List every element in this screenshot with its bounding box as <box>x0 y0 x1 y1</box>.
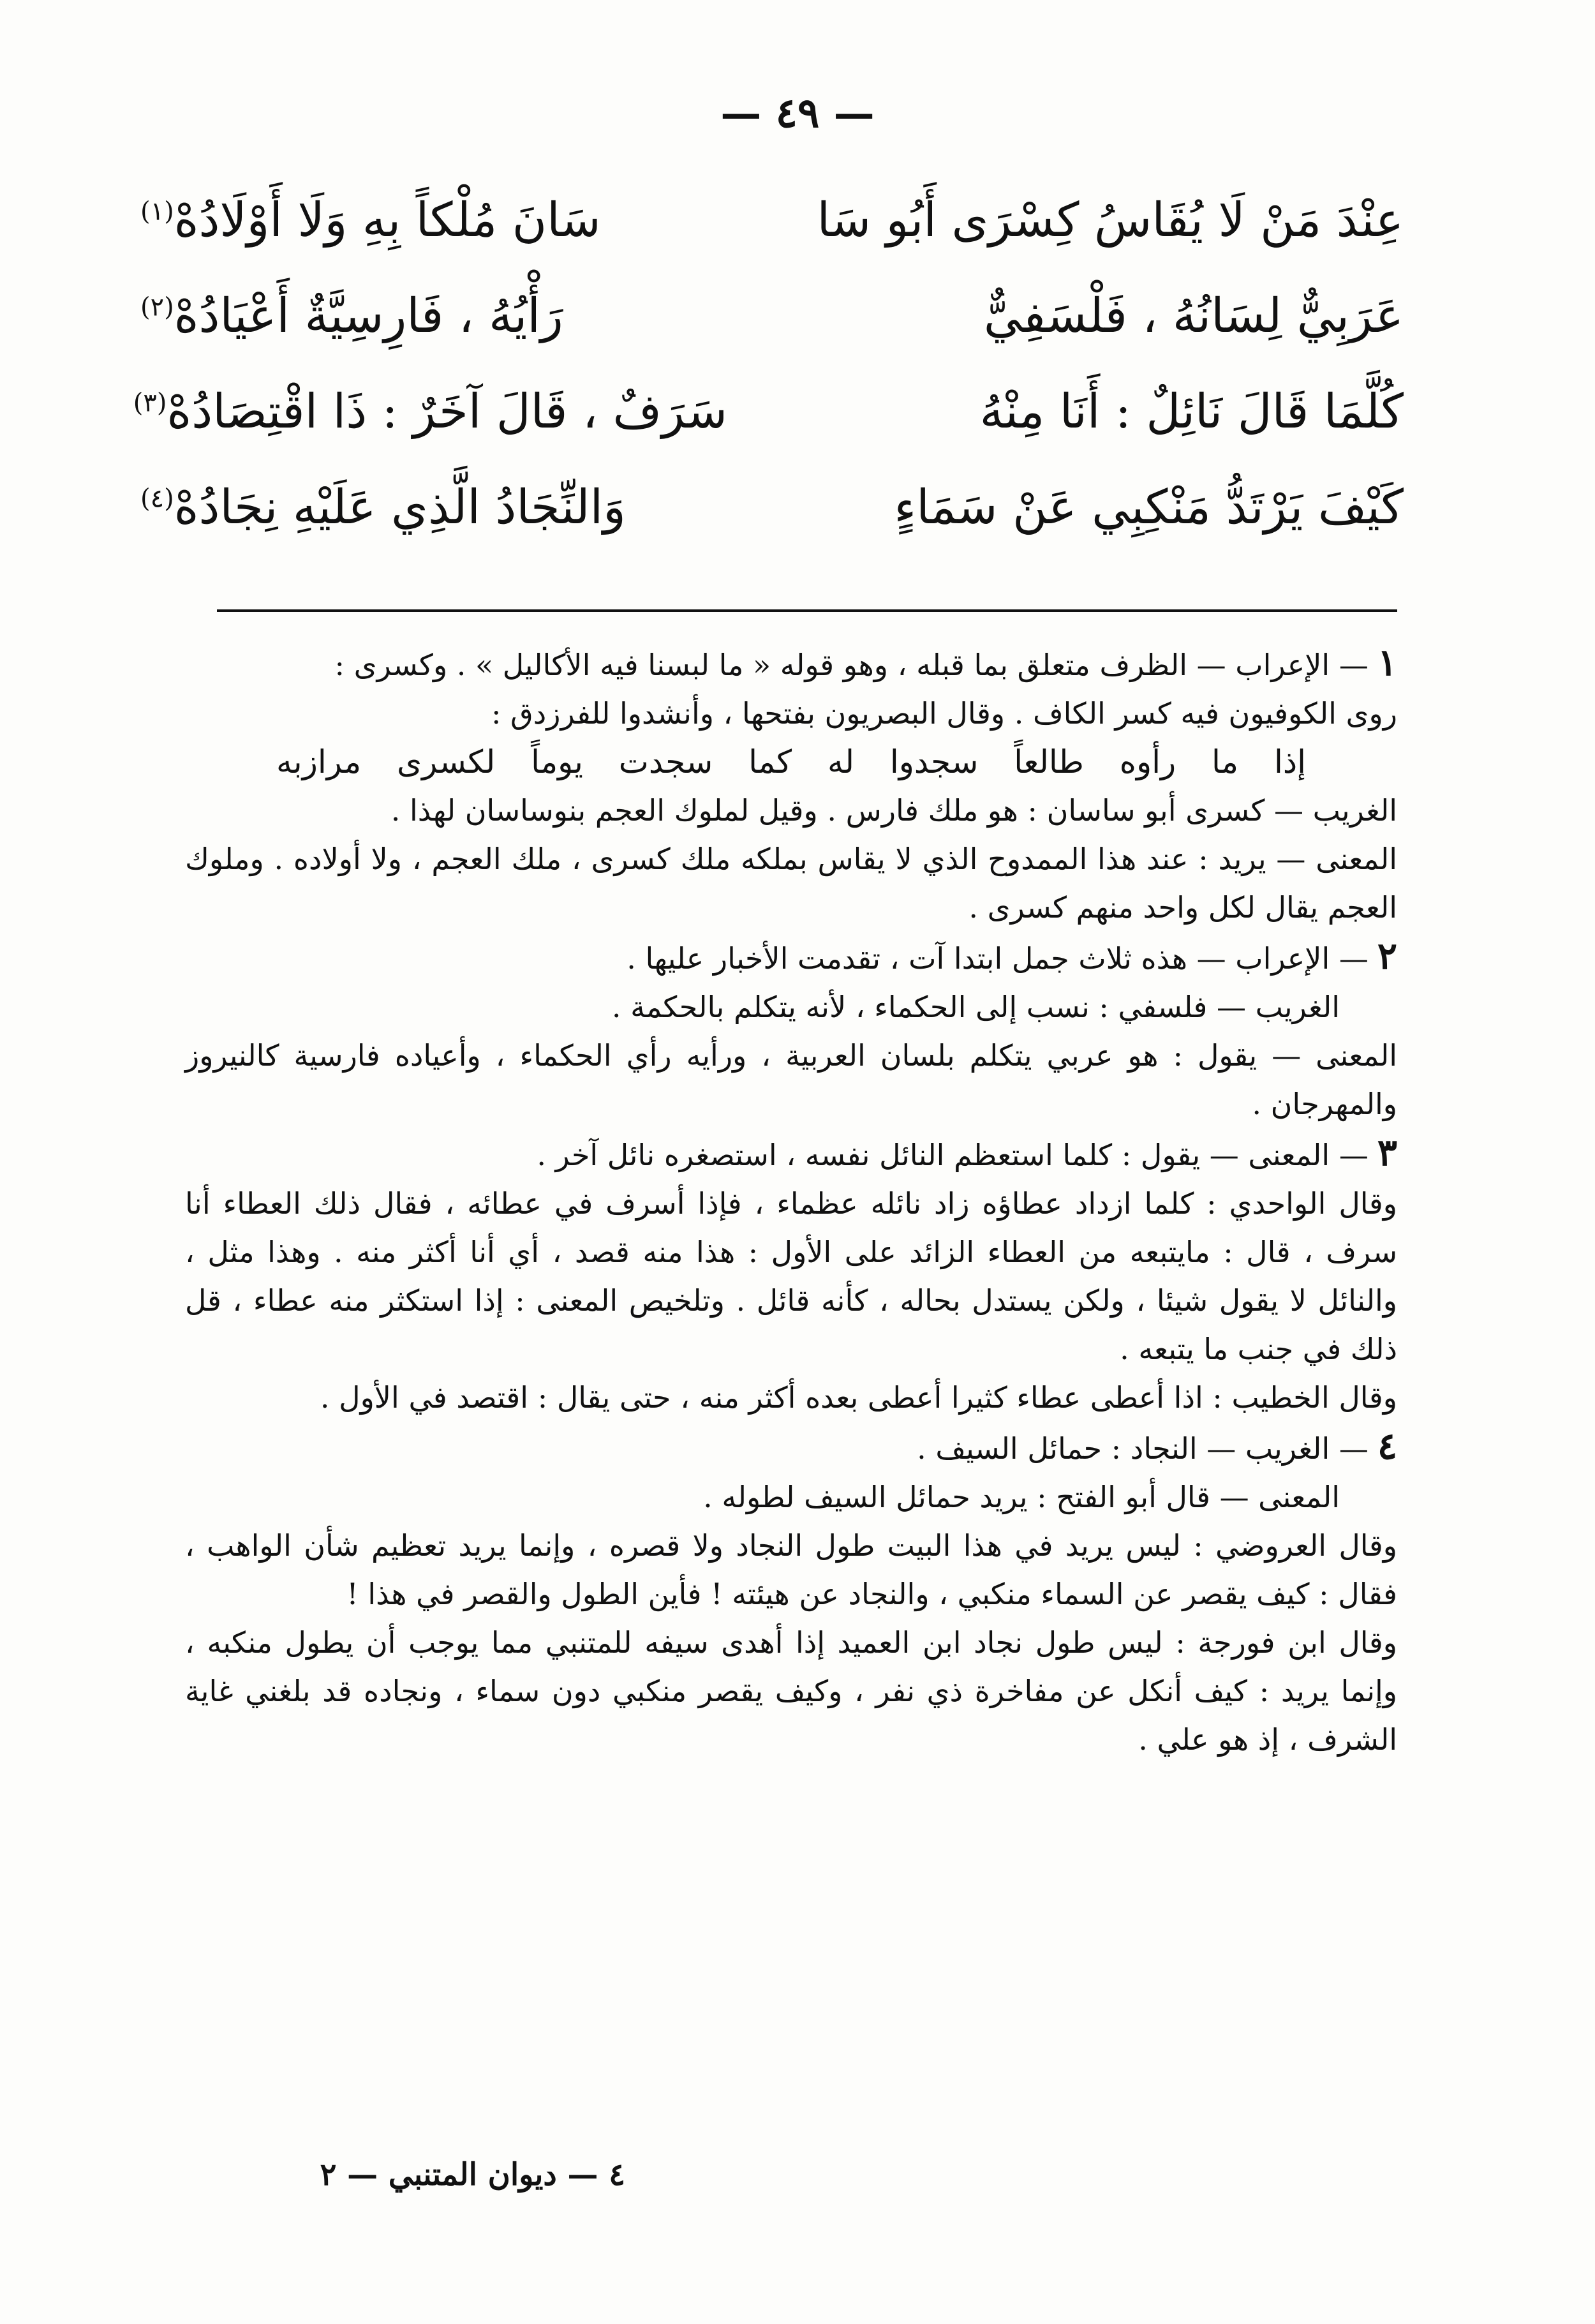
note-1-riwaya: روى الكوفيون فيه كسر الكاف . وقال البصريون بفتحها ، وأنشدوا للفرزدق : <box>491 696 1397 731</box>
verse-2-second-hemistich <box>140 288 727 343</box>
note-number: ٣ <box>1377 1131 1397 1174</box>
note-2-gharib: الغريب — فلسفي : نسب إلى الحكماء ، لأنه يتكلم بالحكمة . <box>611 990 1340 1024</box>
note-text: — الإعراب — هذه ثلاث جمل ابتدا آت ، تقدمت الأخبار عليها . <box>627 941 1369 976</box>
note-4-mana: المعنى — قال أبو الفتح : يريد حمائل السيف لطوله . <box>703 1480 1340 1514</box>
footnote-marker: (٣) <box>133 388 167 418</box>
note-4-arudi: وقال العروضي : ليس يريد في هذا البيت طول النجاد ولا قصره ، وإنما يريد تعظيم شأن الواهب ، فقال : كيف يقصر عن السماء منكبي ، والنجاد عن هيئته ! فأين الطول والقصر في هذا ! <box>185 1528 1397 1611</box>
note-2-irab <box>185 932 1397 983</box>
note-number: ١ <box>1377 641 1397 684</box>
verse-4-second-text: وَالنِّجَادُ الَّذِي عَلَيْهِ نِجَادُهْ <box>174 480 626 535</box>
note-number: ٤ <box>1377 1424 1397 1468</box>
note-1-gharib: الغريب — كسرى أبو ساسان : هو ملك فارس . وقيل لملوك العجم بنوساسان لهذا . <box>390 793 1397 828</box>
verse-1 <box>140 172 1404 268</box>
verse-1-second-text: سَانَ مُلْكاً بِهِ وَلَا أَوْلَادُهْ <box>174 193 601 248</box>
commentary <box>185 638 1397 1764</box>
verse-4 <box>140 459 1404 555</box>
note-text: — الإعراب — الظرف متعلق بما قبله ، وهو قوله « ما لبسنا فيه الأكاليل » . وكسرى : <box>334 648 1369 682</box>
verse-1-second-hemistich <box>140 193 727 248</box>
verse-3-second-text: سَرَفٌ ، قَالَ آخَرٌ : ذَا اقْتِصَادُهْ <box>167 384 727 439</box>
verse-2 <box>140 268 1404 364</box>
separator-rule <box>217 609 1397 612</box>
verse-4-second-hemistich <box>140 480 727 535</box>
note-3-wahidi: وقال الواحدي : كلما ازداد عطاؤه زاد نائله عظماء ، فإذا أسرف في عطائه ، فقال ذلك العطاء أنا سرف ، قال : مايتبعه من العطاء الزائد على الأول : هذا منه قصد ، أي أنا أكثر منه . وهذا مثل ، والنائل لا يقول شيئا ، ولكن يستدل بحاله ، كأنه قائل . وتلخيص المعنى : إذا استكثر منه عطاء ، قل ذلك في جنب ما يتبعه . <box>185 1186 1397 1366</box>
verse-1-first-hemistich: عِنْدَ مَنْ لَا يُقَاسُ كِسْرَى أَبُو سَا <box>817 193 1404 248</box>
note-text: — المعنى — يقول : كلما استعظم النائل نفسه ، استصغره نائل آخر . <box>537 1138 1369 1172</box>
verse-4-first-hemistich: كَيْفَ يَرْتَدُّ مَنْكِبِي عَنْ سَمَاءٍ <box>894 480 1404 535</box>
note-3-khatib: وقال الخطيب : اذا أعطى عطاء كثيرا أعطى بعده أكثر منه ، حتى يقال : اقتصد في الأول . <box>320 1380 1397 1415</box>
signature-line: ٤ — ديوان المتنبي — ٢ <box>320 2157 625 2193</box>
note-text: — الغريب — النجاد : حمائل السيف . <box>917 1431 1369 1466</box>
footnote-marker: (١) <box>140 197 174 227</box>
verse-3-second-hemistich <box>133 384 727 439</box>
note-1-irab <box>185 638 1397 689</box>
note-number: ٢ <box>1377 934 1397 978</box>
verse-3-first-hemistich: كُلَّمَا قَالَ نَائِلٌ : أَنَا مِنْهُ <box>979 384 1404 439</box>
quoted-verse: إذا ما رأوه طالعاً سجدوا له كما سجدت يوماً لكسرى مرازبه <box>276 743 1306 780</box>
footnote-marker: (٢) <box>140 292 174 322</box>
footnote-marker: (٤) <box>140 484 174 514</box>
poem-verses <box>133 172 1404 555</box>
note-4-furraja: وقال ابن فورجة : ليس طول نجاد ابن العميد إذا أهدى سيفه للمتنبي مما يوجب أن يطول منكبه ، وإنما يريد : كيف أنكل عن مفاخرة ذي نفر ، وكيف يقصر منكبي دون سماء ، ونجاده قد بلغني غاية الشرف ، إذ هو علي . <box>185 1625 1397 1757</box>
note-1-mana: المعنى — يريد : عند هذا الممدوح الذي لا يقاس بملكه ملك كسرى ، ملك العجم ، ولا أولاده . وملوك العجم يقال لكل واحد منهم كسرى . <box>185 842 1397 925</box>
note-4-gharib <box>185 1422 1397 1473</box>
note-2-mana: المعنى — يقول : هو عربي يتكلم بلسان العربية ، ورأيه رأي الحكماء ، وأعياده فارسية كالنيروز والمهرجان . <box>185 1038 1397 1121</box>
verse-2-first-hemistich: عَرَبِيٌّ لِسَانُهُ ، فَلْسَفِيٌّ <box>983 288 1404 343</box>
note-3-mana <box>185 1128 1397 1179</box>
verse-2-second-text: رَأْيُهُ ، فَارِسِيَّةٌ أَعْيَادُهْ <box>174 288 563 343</box>
verse-3 <box>133 364 1404 459</box>
page-number: — ٤٩ — <box>720 89 875 137</box>
